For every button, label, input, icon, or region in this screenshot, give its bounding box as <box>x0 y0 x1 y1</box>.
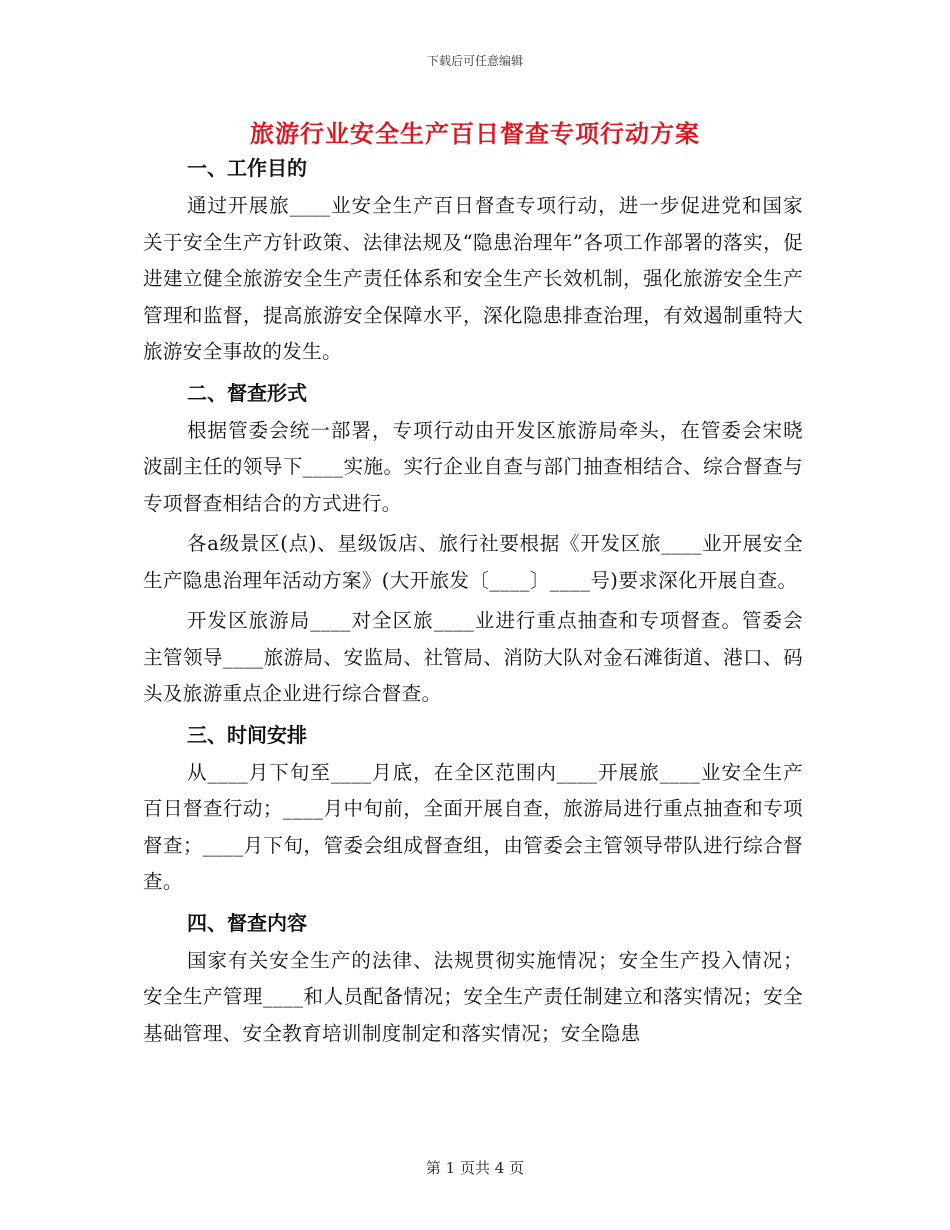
section-heading: 二、督查形式 <box>187 380 307 405</box>
document-body <box>143 150 803 1056</box>
section-purpose <box>143 150 803 371</box>
section-form <box>143 375 803 713</box>
section-heading: 三、时间安排 <box>187 722 307 747</box>
paragraph: 从____月下旬至____月底，在全区范围内____开展旅____业安全生产百日督查行动；____月中旬前，全面开展自查，旅游局进行重点抽查和专项督查；____月下旬，管委会组成督查组，由管委会主管领导带队进行综合督查。 <box>143 760 803 893</box>
paragraph: 通过开展旅____业安全生产百日督查专项行动，进一步促进党和国家关于安全生产方针政策、法律法规及“隐患治理年”各项工作部署的落实，促进建立健全旅游安全生产责任体系和安全生产长效机制，强化旅游安全生产管理和监督，提高旅游安全保障水平，深化隐患排查治理，有效遏制重特大旅游安全事故的发生。 <box>143 194 803 363</box>
section-schedule <box>143 717 803 901</box>
section-content <box>143 905 803 1053</box>
document-title: 旅游行业安全生产百日督查专项行动方案 <box>250 119 700 148</box>
paragraph: 各a级景区(点)、星级饭店、旅行社要根据《开发区旅____业开展安全生产隐患治理年活动方案》(大开旅发〔____〕____号)要求深化开展自查。 <box>143 532 803 592</box>
page-footer: 第 1 页共 4 页 <box>425 1159 525 1177</box>
paragraph: 开发区旅游局____对全区旅____业进行重点抽查和专项督查。管委会主管领导____旅游局、安监局、社管局、消防大队对金石滩街道、港口、码头及旅游重点企业进行综合督查。 <box>143 609 803 705</box>
header-note: 下载后可任意编辑 <box>426 54 523 68</box>
section-heading: 四、督查内容 <box>187 910 307 935</box>
paragraph: 国家有关安全生产的法律、法规贯彻实施情况；安全生产投入情况；安全生产管理____和人员配备情况；安全生产责任制建立和落实情况；安全基础管理、安全教育培训制度制定和落实情况；安全隐患 <box>143 948 803 1045</box>
section-heading: 一、工作目的 <box>187 156 307 180</box>
paragraph: 根据管委会统一部署，专项行动由开发区旅游局牵头，在管委会宋晓波副主任的领导下____实施。实行企业自查与部门抽查相结合、综合督查与专项督查相结合的方式进行。 <box>143 418 803 515</box>
